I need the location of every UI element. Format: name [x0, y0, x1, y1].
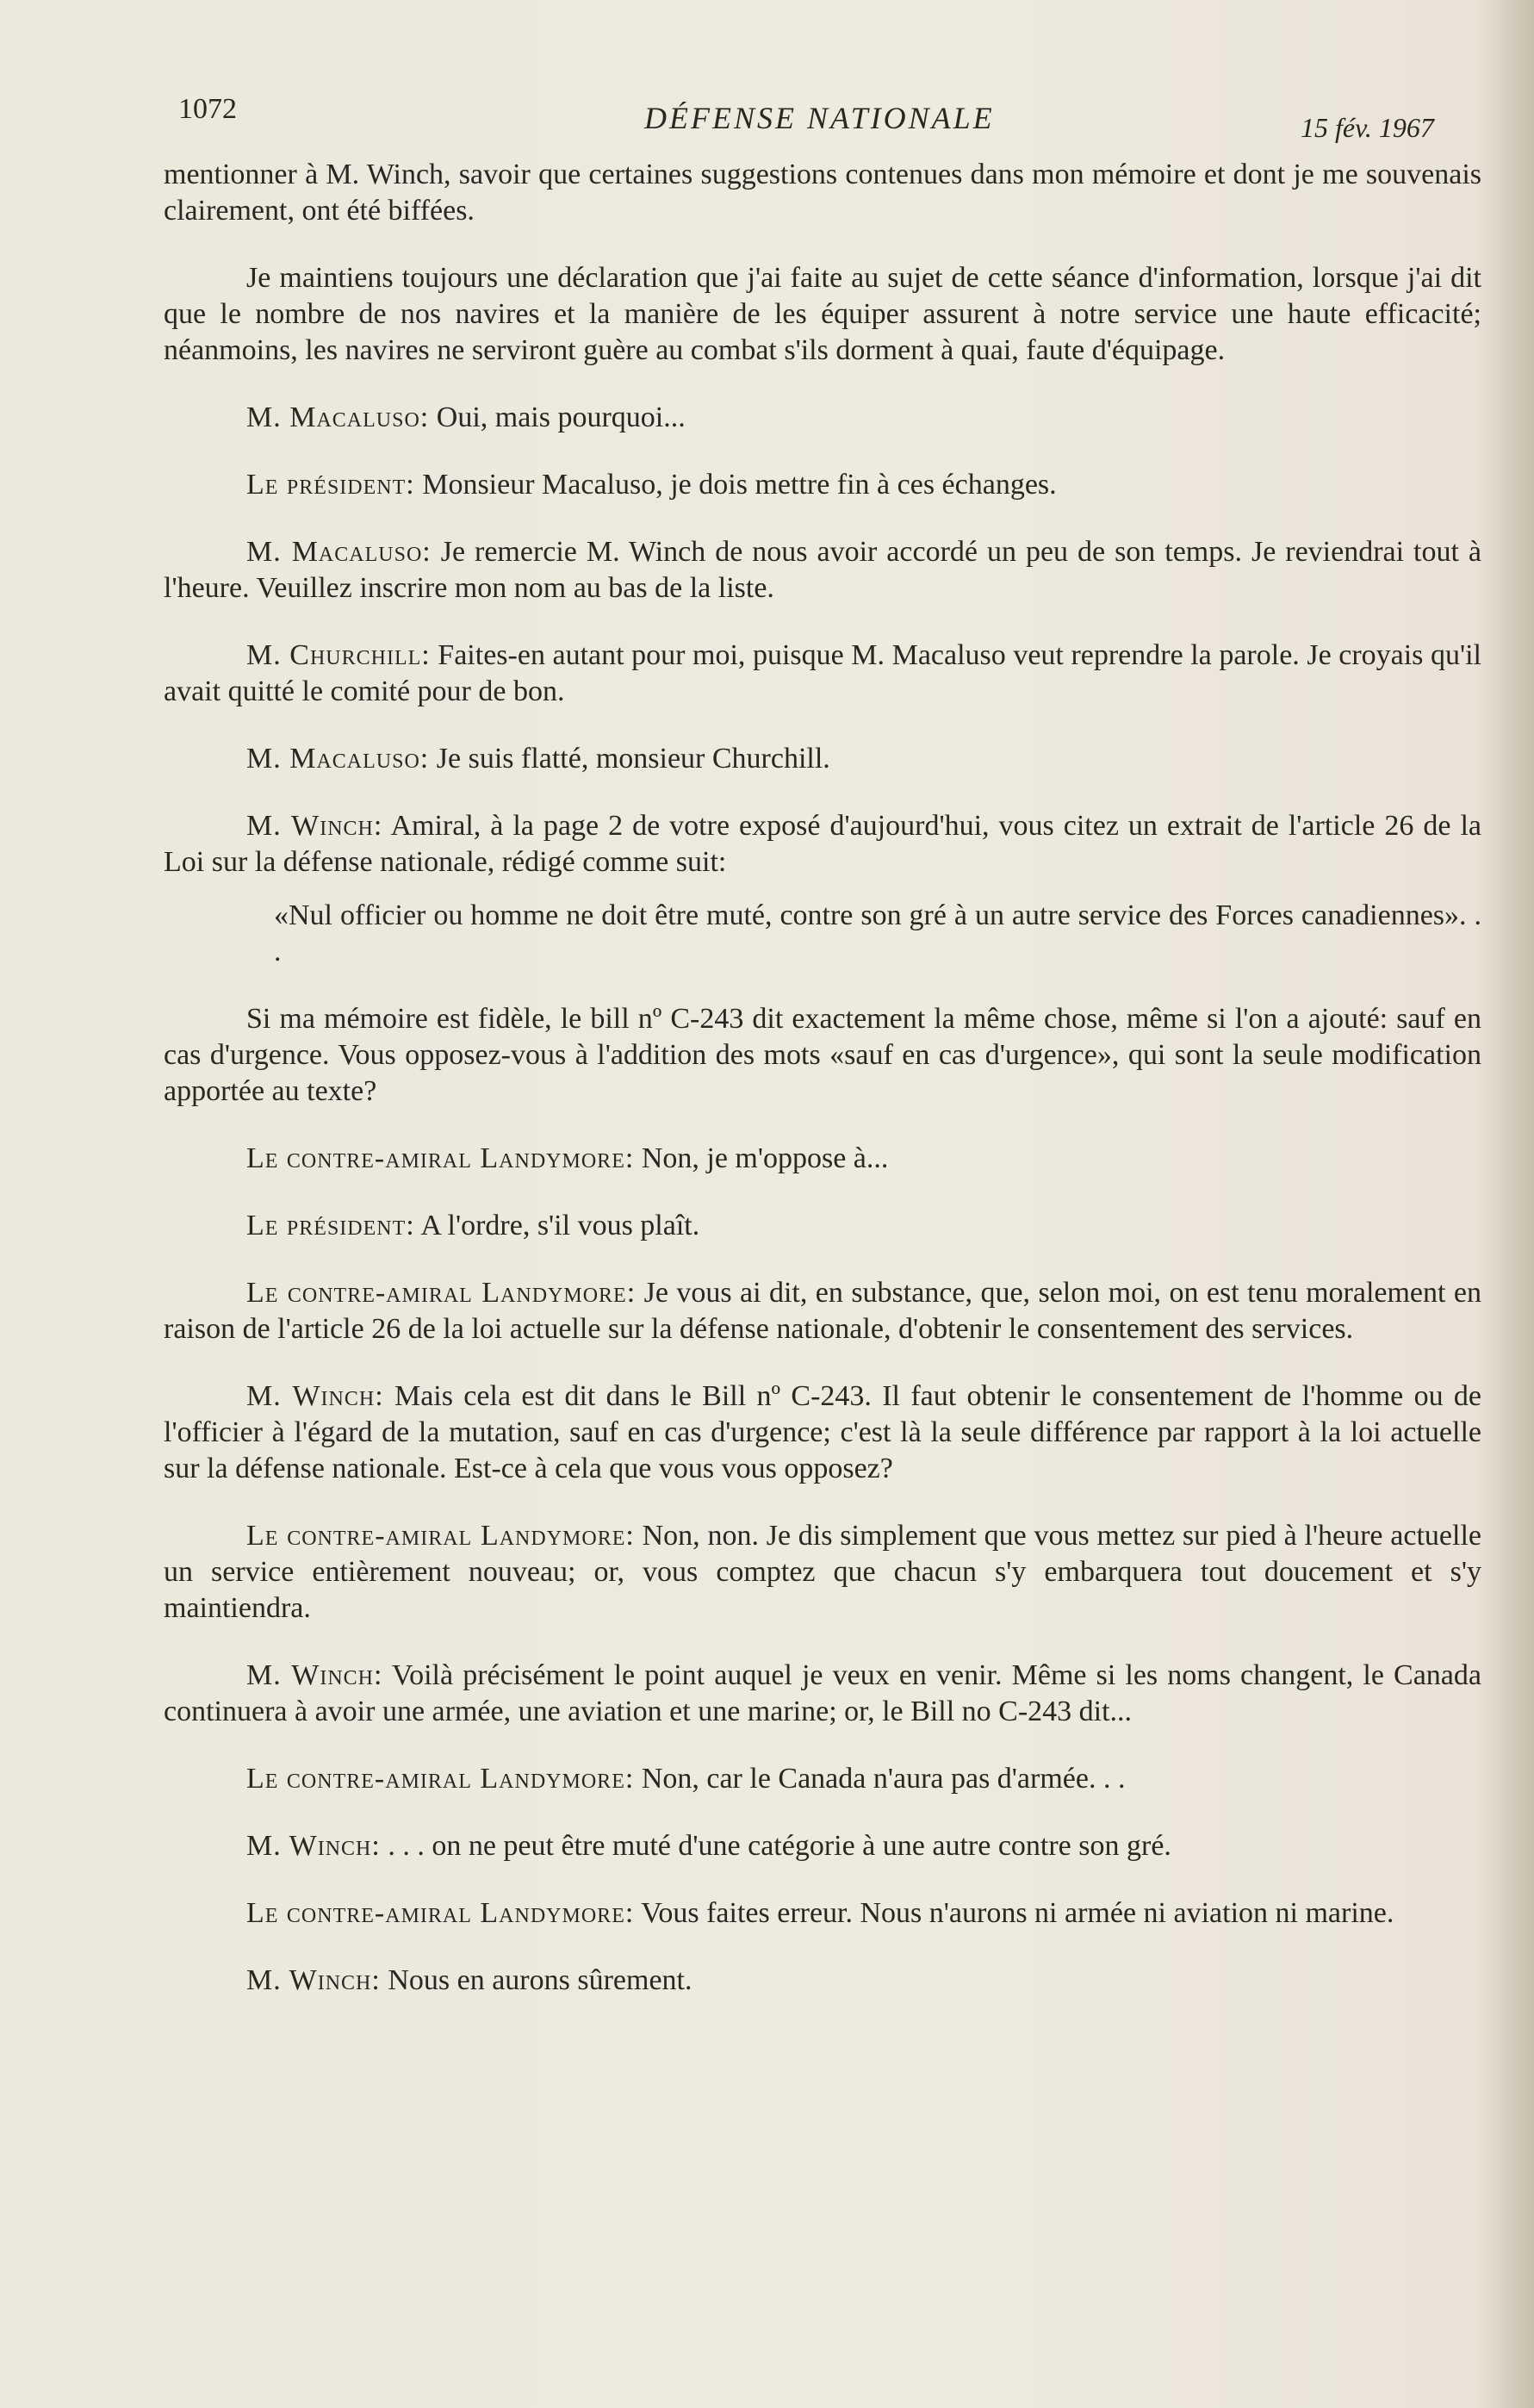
paragraph [164, 638, 1481, 710]
paragraph-text: Je vous ai dit, en substance, que, selon moi, on est tenu moralement en raison de l'article 26 de la loi actuelle sur la défense nationale, d'obtenir le consentement des services. [164, 1277, 1481, 1345]
paragraph-text: Voilà précisément le point auquel je veux en venir. Même si les noms changent, le Canada continuera à avoir une armée, une aviation et une marine; or, le Bill no C-243 dit... [164, 1659, 1481, 1727]
paragraph-text: Je maintiens toujours une déclaration que j'ai faite au sujet de cette séance d'information, lorsque j'ai dit que le nombre de nos navires et la manière de les équiper assurent à notre service une haute efficacité; néanmoins, les navires ne serviront guère au combat s'ils dorment à quai, faute d'équipage. [164, 262, 1481, 366]
running-title: DÉFENSE NATIONALE [644, 101, 995, 135]
paragraph [164, 1518, 1481, 1627]
paragraph [164, 1001, 1481, 1110]
paragraph-text: Je suis flatté, monsieur Churchill. [429, 743, 830, 775]
paragraph [164, 534, 1481, 607]
paragraph [164, 1895, 1481, 1932]
speaker: Le contre-amiral Landymore: [246, 1277, 637, 1309]
speaker: M. Macaluso: [246, 536, 432, 568]
speaker: M. Churchill: [246, 639, 431, 671]
paragraph-text: Monsieur Macaluso, je dois mettre fin à ces échanges. [414, 469, 1057, 501]
paragraph-text: Si ma mémoire est fidèle, le bill nº C-243 dit exactement la même chose, même si l'on a ajouté: sauf en cas d'urgence. Vous opposez-vous à l'addition des mots «sauf en cas d'urgence», qui sont la seule modification apportée au texte? [164, 1003, 1481, 1107]
paragraph [164, 400, 1481, 436]
speaker: M. Winch: [246, 1964, 381, 1996]
paragraph [164, 1141, 1481, 1177]
header-date: 15 fév. 1967 [1301, 112, 1434, 143]
speaker: Le président: [246, 469, 415, 501]
paragraph-text: Je remercie M. Winch de nous avoir accordé un peu de son temps. Je reviendrai tout à l'heure. Veuillez inscrire mon nom au bas de la liste. [164, 536, 1481, 604]
speaker: M. Winch: [246, 1830, 381, 1862]
paragraph [164, 1208, 1481, 1244]
speaker: Le contre-amiral Landymore: [246, 1897, 635, 1929]
paragraph [164, 1658, 1481, 1730]
speaker: Le président: [246, 1210, 415, 1241]
paragraph-text: . . . on ne peut être muté d'une catégorie à une autre contre son gré. [380, 1830, 1171, 1862]
paragraph-text: mentionner à M. Winch, savoir que certaines suggestions contenues dans mon mémoire et dont je me souvenais clairement, ont été biffées. [164, 159, 1481, 227]
speaker: Le contre-amiral Landymore: [246, 1142, 635, 1174]
paragraph-text: A l'ordre, s'il vous plaît. [414, 1210, 700, 1241]
paragraph [164, 1828, 1481, 1864]
paragraph [164, 808, 1481, 880]
paragraph [164, 1963, 1481, 1999]
speaker: M. Winch: [246, 810, 383, 842]
paragraph-text: Non, non. Je dis simplement que vous mettez sur pied à l'heure actuelle un service entièrement nouveau; or, vous comptez que chacun s'y embarquera tout doucement et s'y maintiendra. [164, 1520, 1481, 1624]
speaker: M. Winch: [246, 1659, 383, 1691]
paragraph [164, 1275, 1481, 1347]
paragraph [164, 260, 1481, 369]
speaker: M. Macaluso: [246, 743, 430, 775]
paragraph-text: Non, je m'oppose à... [634, 1142, 889, 1174]
quotation [274, 898, 1481, 970]
paragraph-text: Oui, mais pourquoi... [429, 401, 686, 433]
paragraph-text: «Nul officier ou homme ne doit être muté, contre son gré à un autre service des Forces canadiennes». . . [274, 899, 1481, 968]
paragraph-text: Nous en aurons sûrement. [380, 1964, 692, 1996]
speaker: Le contre-amiral Landymore: [246, 1763, 635, 1795]
speaker: M. Winch: [246, 1380, 384, 1412]
paragraph [164, 157, 1481, 229]
paragraph [164, 467, 1481, 503]
page-edge [1503, 0, 1534, 2408]
speaker: M. Macaluso: [246, 401, 430, 433]
page-header [0, 86, 1534, 155]
transcript-body [164, 157, 1481, 2030]
paragraph-text: Vous faites erreur. Nous n'aurons ni armée ni aviation ni marine. [634, 1897, 1394, 1929]
paragraph [164, 1761, 1481, 1797]
paragraph-text: Non, car le Canada n'aura pas d'armée. . . [634, 1763, 1126, 1795]
paragraph-text: Amiral, à la page 2 de votre exposé d'aujourd'hui, vous citez un extrait de l'article 26 de la Loi sur la défense nationale, rédigé comme suit: [164, 810, 1481, 878]
paragraph-text: Mais cela est dit dans le Bill nº C-243. Il faut obtenir le consentement de l'homme ou de l'officier à l'égard de la mutation, sauf en cas d'urgence; c'est là la seule différence par rapport à la loi actuelle sur la défense nationale. Est-ce à cela que vous vous opposez? [164, 1380, 1481, 1484]
paragraph-text: Faites-en autant pour moi, puisque M. Macaluso veut reprendre la parole. Je croyais qu'il avait quitté le comité pour de bon. [164, 639, 1481, 707]
paragraph [164, 1378, 1481, 1487]
paragraph [164, 741, 1481, 777]
speaker: Le contre-amiral Landymore: [246, 1520, 635, 1552]
page-number: 1072 [178, 93, 237, 125]
